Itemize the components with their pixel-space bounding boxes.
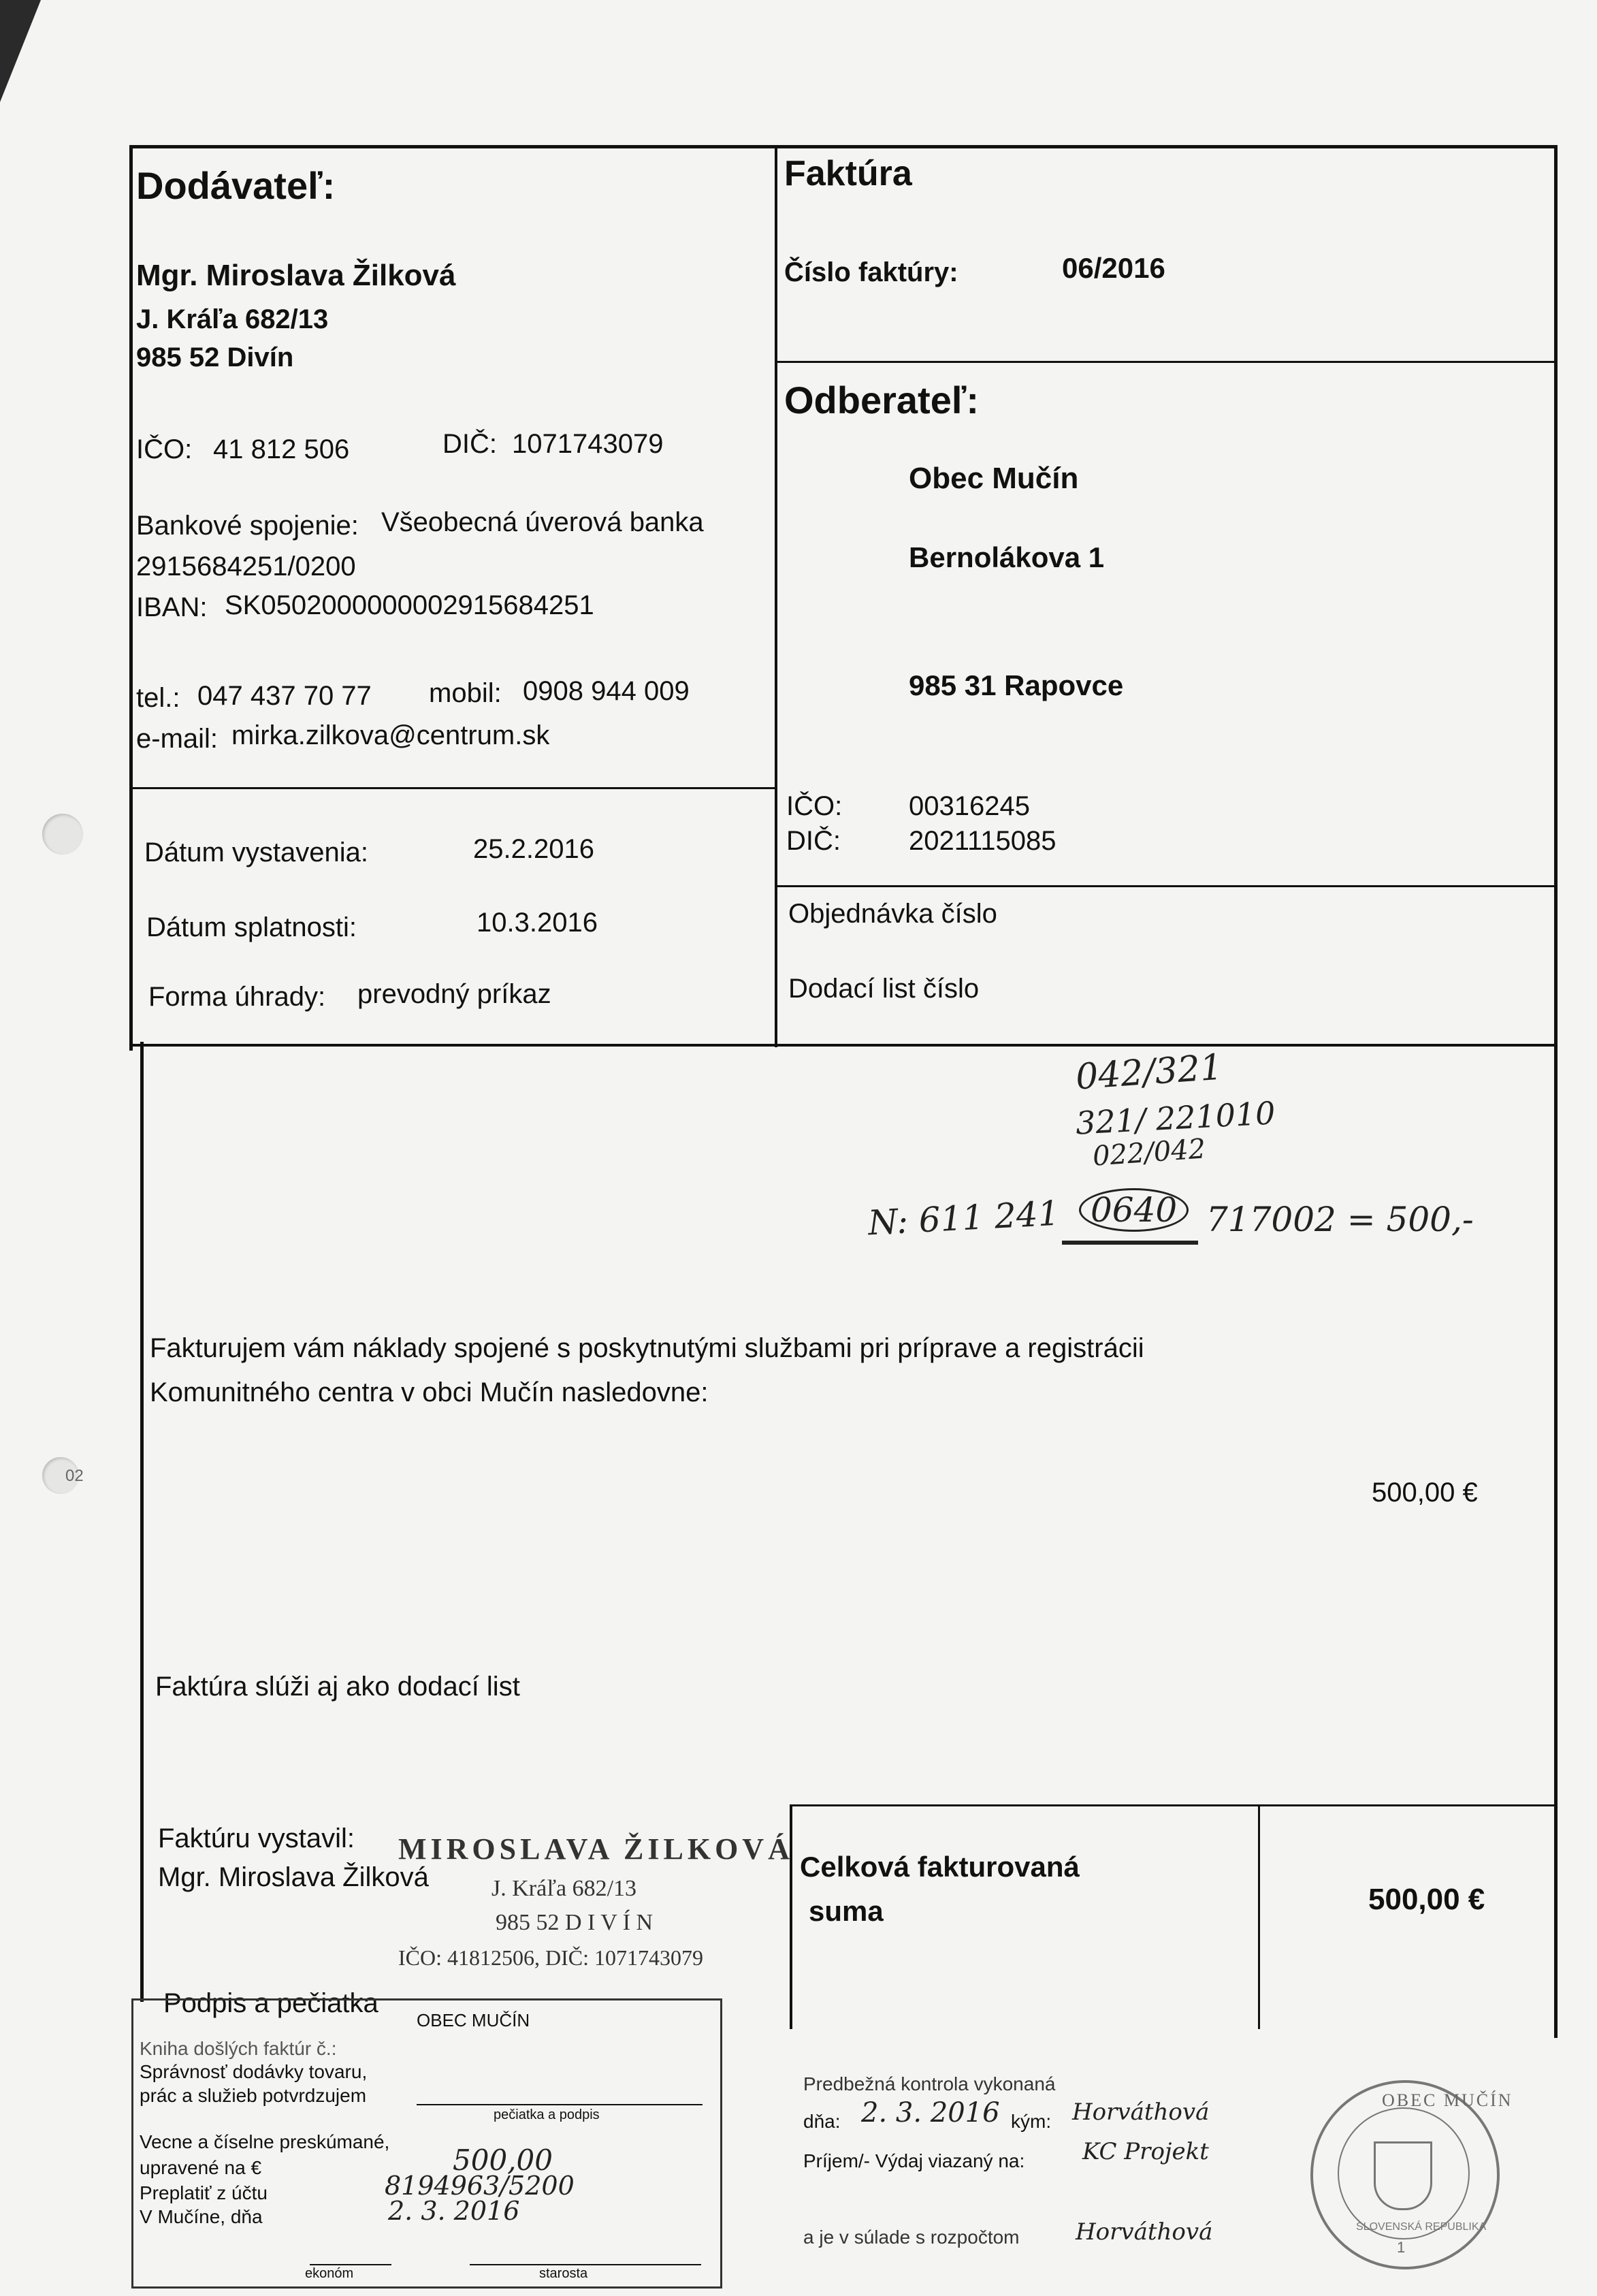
body-text-1: Fakturujem vám náklady spojené s poskytnutými službami pri príprave a registrácii [150,1333,1144,1363]
mobil-label: mobil: [429,678,502,708]
stamp-line-3: Vecne a číselne preskúmané, [140,2131,390,2152]
mobil: 0908 944 009 [523,676,690,706]
seal-subtext: SLOVENSKÁ REPUBLIKA [1356,2221,1487,2233]
bank-label: Bankové spojenie: [136,511,359,541]
margin-mark: 02 [65,1467,84,1485]
handwritten-line-4c: 717002 = 500,- [1206,1200,1474,1239]
payment-method: prevodný príkaz [357,979,551,1009]
invoice-heading: Faktúra [784,154,912,193]
issue-date-label: Dátum vystavenia: [144,838,369,867]
customer-dic-label: DIČ: [786,826,841,856]
iban-label: IBAN: [136,592,208,622]
total-amount: 500,00 € [1368,1883,1485,1916]
stamp-ekonom: ekonóm [305,2266,354,2281]
seal-coat-of-arms-icon [1374,2141,1432,2210]
handwritten-line-2: 321/ 221010 [1074,1094,1276,1142]
bank-account: 2915684251/0200 [136,552,356,581]
supplier-street: J. Kráľa 682/13 [136,304,329,334]
due-date: 10.3.2016 [477,908,598,938]
stamp-value-date: 2. 3. 2016 [388,2196,520,2226]
handwritten-line-1: 042/321 [1074,1047,1224,1098]
total-label-2: suma [809,1895,884,1927]
supplier-city: 985 52 Divín [136,342,294,372]
supplier-dic: 1071743079 [512,429,664,459]
scan-corner-shadow [0,0,41,102]
stamp-line-4: upravené na € [140,2157,262,2178]
iban: SK0502000000002915684251 [225,590,594,620]
supplier-ico-label: IČO: [136,434,193,464]
body-text-2: Komunitného centra v obci Mučín nasledovne: [150,1377,709,1407]
stamp-sign-caption: pečiatka a podpis [494,2107,600,2122]
customer-name: Obec Mučín [909,462,1079,495]
stamp-value-account: 8194963/5200 [385,2171,575,2201]
stamp-line-5: Preplatiť z účtu [140,2182,268,2203]
seal-text: OBEC MUČÍN [1382,2090,1513,2110]
supplier-dic-label: DIČ: [442,429,497,459]
punch-hole [42,814,83,855]
stamp-line-2: prác a služieb potvrdzujem [140,2085,367,2106]
due-date-label: Dátum splatnosti: [146,912,357,942]
customer-city: 985 31 Rapovce [909,669,1124,701]
customer-dic: 2021115085 [909,826,1056,856]
total-label-1: Celková fakturovaná [800,1851,1080,1883]
invoice-number-label: Číslo faktúry: [784,257,958,287]
control-date: 2. 3. 2016 [861,2097,1000,2128]
seal-number: 1 [1397,2239,1406,2256]
email-label: e-mail: [136,724,219,754]
stamp-value-amount: 500,00 [453,2143,553,2177]
tel-label: tel.: [136,683,180,713]
supplier-heading: Dodávateľ: [136,164,336,207]
control-line-4: a je v súlade s rozpočtom [803,2227,1020,2248]
delivery-note-remark: Faktúra slúži aj ako dodací list [155,1672,520,1702]
control-by-label: kým: [1011,2111,1052,2132]
tel: 047 437 70 77 [197,681,372,711]
control-by: Horváthová [1072,2099,1210,2126]
control-line-1: Predbežná kontrola vykonaná [803,2073,1056,2094]
supplier-ico: 41 812 506 [213,434,350,464]
payment-method-label: Forma úhrady: [148,982,326,1012]
stamp-name: MIROSLAVA ŽILKOVÁ [398,1832,794,1866]
invoice-number: 06/2016 [1062,252,1165,284]
handwritten-underline [1062,1241,1198,1245]
control-line-4-value: Horváthová [1076,2218,1213,2246]
customer-ico-label: IČO: [786,791,843,821]
stamp-city: 985 52 D I V Í N [496,1910,654,1935]
customer-street: Bernolákova 1 [909,541,1105,573]
line-amount: 500,00 € [1372,1478,1478,1508]
issue-date: 25.2.2016 [473,834,594,864]
signature-label: Podpis a pečiatka [163,1988,378,2018]
stamp-street: J. Kráľa 682/13 [491,1876,637,1901]
stamp-line-6: V Mučíne, dňa [140,2206,263,2227]
supplier-name: Mgr. Miroslava Žilková [136,259,456,292]
handwritten-line-3: 022/042 [1091,1133,1207,1173]
control-line-3-value: KC Projekt [1082,2138,1209,2165]
bank-name: Všeobecná úverová banka [381,507,704,537]
customer-heading: Odberateľ: [784,379,980,421]
stamp-ids: IČO: 41812506, DIČ: 1071743079 [398,1945,703,1970]
email: mirka.zilkova@centrum.sk [231,720,550,750]
issued-by-label: Faktúru vystavil: [158,1823,355,1853]
stamp-book-line: Kniha došlých faktúr č.: [140,2038,337,2059]
delivery-note-label: Dodací list číslo [788,974,980,1004]
control-date-label: dňa: [803,2111,841,2132]
stamp-line-1: Správnosť dodávky tovaru, [140,2061,368,2082]
order-number-label: Objednávka číslo [788,899,997,929]
handwritten-line-4b: 0640 [1079,1188,1189,1232]
stamp-starosta: starosta [539,2266,588,2281]
control-line-3: Príjem/- Výdaj viazaný na: [803,2150,1025,2171]
customer-ico: 00316245 [909,791,1030,821]
stamp-obec: OBEC MUČÍN [417,2010,530,2030]
issued-by-name: Mgr. Miroslava Žilková [158,1862,429,1892]
handwritten-line-4a: N: 611 241 [867,1193,1061,1243]
